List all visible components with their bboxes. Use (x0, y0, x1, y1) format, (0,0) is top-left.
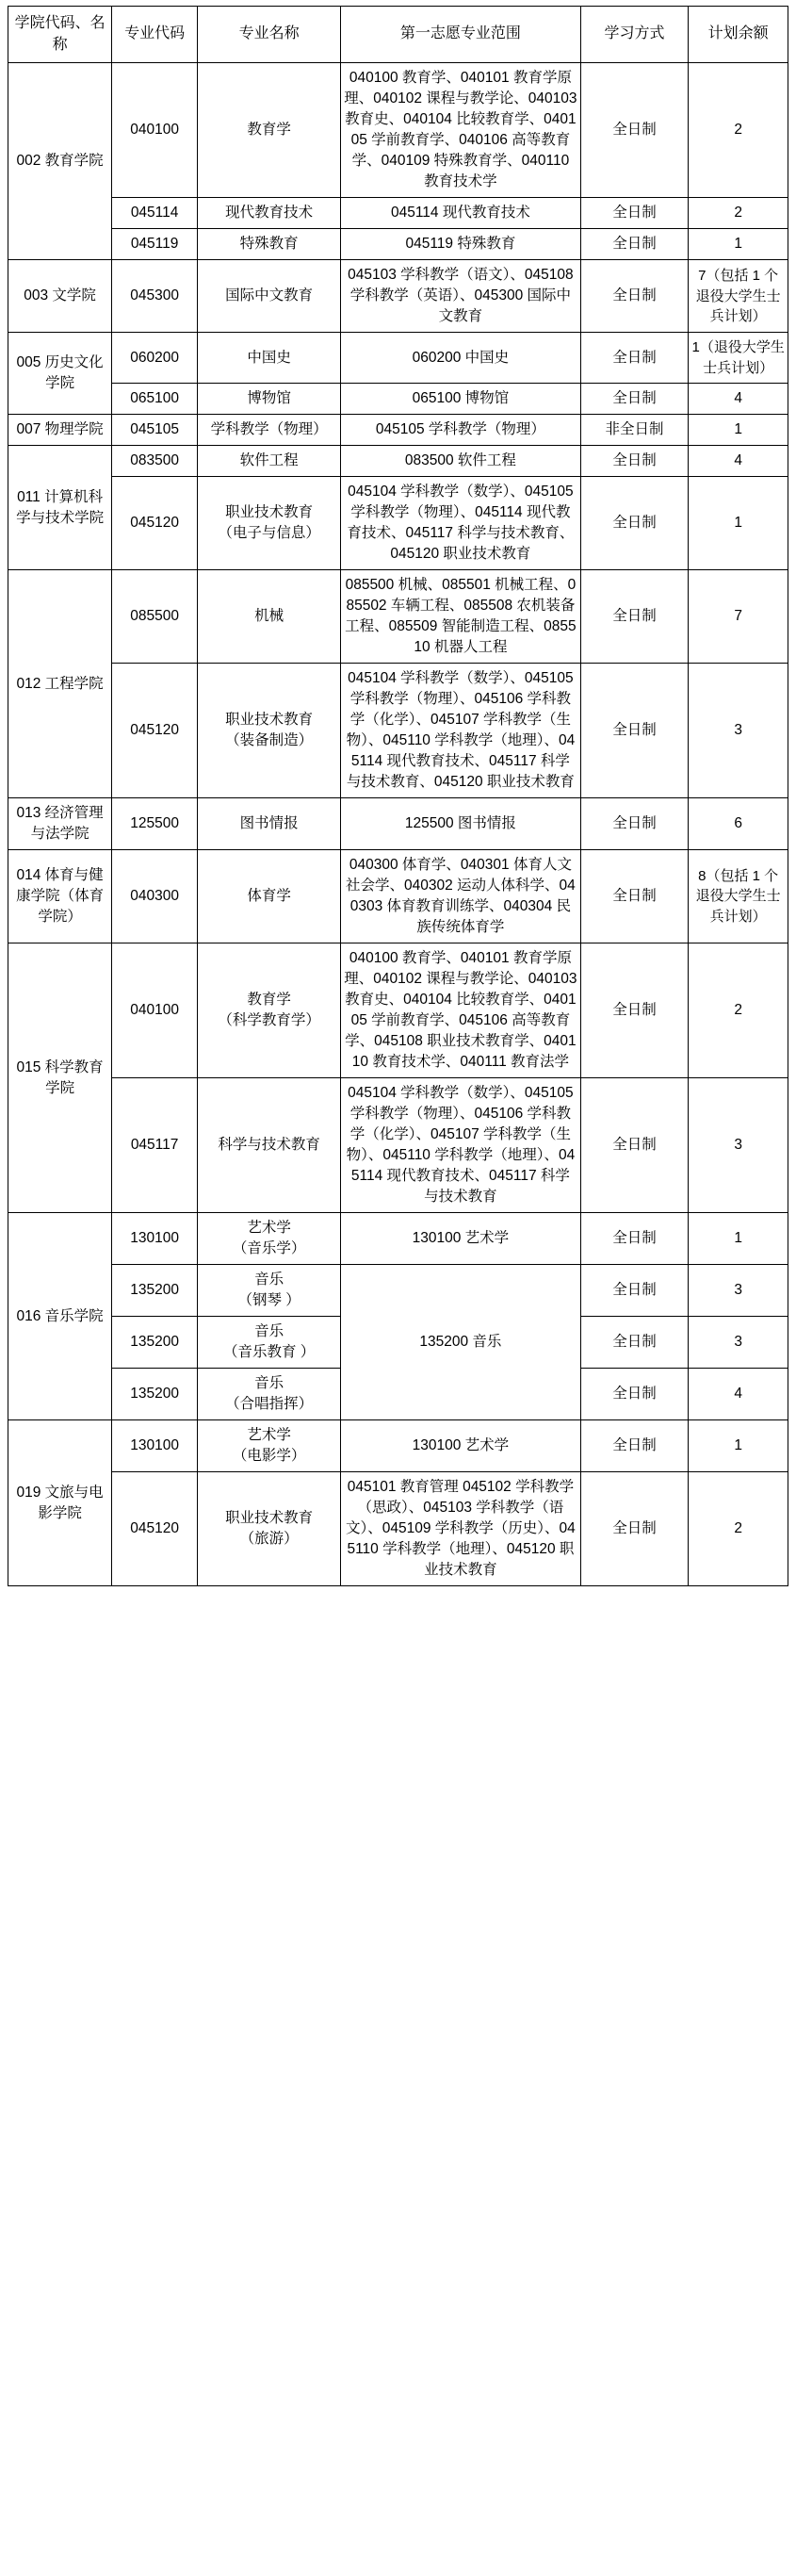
cell-college: 013 经济管理与法学院 (8, 798, 112, 850)
major-name-line-2: （音乐学） (232, 1240, 306, 1257)
cell-major-code: 083500 (112, 446, 198, 477)
cell-major-code: 130100 (112, 1213, 198, 1265)
cell-study-mode: 全日制 (580, 1369, 689, 1420)
cell-major-code: 125500 (112, 798, 198, 850)
cell-study-mode: 全日制 (580, 943, 689, 1078)
table-row (8, 333, 788, 384)
cell-major-code: 065100 (112, 384, 198, 415)
cell-study-mode: 全日制 (580, 477, 689, 570)
cell-remaining-quota: 4 (689, 1369, 788, 1420)
major-name-line-2: （电影学） (232, 1448, 306, 1465)
cell-college: 007 物理学院 (8, 415, 112, 446)
major-name-line-2: （钢琴 ） (237, 1292, 301, 1309)
table-row (8, 63, 788, 198)
cell-first-choice-scope: 045105 学科教学（物理） (341, 415, 580, 446)
cell-major-name (198, 664, 341, 798)
cell-first-choice-scope: 135200 音乐 (341, 1265, 580, 1420)
cell-major-code: 040100 (112, 63, 198, 198)
cell-major-code: 045105 (112, 415, 198, 446)
table-row (8, 850, 788, 943)
table-row (8, 943, 788, 1078)
cell-study-mode: 全日制 (580, 1472, 689, 1586)
cell-remaining-quota: 6 (689, 798, 788, 850)
table-body (8, 63, 788, 1586)
column-header-first-choice-scope: 第一志愿专业范围 (341, 7, 580, 63)
cell-major-code: 060200 (112, 333, 198, 384)
major-name-line-1: 音乐 (254, 1375, 284, 1392)
cell-major-code: 045120 (112, 477, 198, 570)
cell-college: 014 体育与健康学院（体育学院） (8, 850, 112, 943)
cell-major-name: 软件工程 (198, 446, 341, 477)
cell-study-mode: 全日制 (580, 850, 689, 943)
table-header (8, 7, 788, 63)
table-row (8, 1265, 788, 1317)
cell-study-mode: 全日制 (580, 1420, 689, 1472)
cell-college: 012 工程学院 (8, 570, 112, 798)
cell-major-code: 135200 (112, 1317, 198, 1369)
cell-first-choice-scope: 085500 机械、085501 机械工程、085502 车辆工程、085508 农机装备工程、085509 智能制造工程、085510 机器人工程 (341, 570, 580, 664)
cell-remaining-quota: 2 (689, 943, 788, 1078)
column-header-major-code: 专业代码 (112, 7, 198, 63)
major-name-line-2: （旅游） (239, 1531, 299, 1548)
cell-first-choice-scope: 130100 艺术学 (341, 1420, 580, 1472)
cell-major-name (198, 1472, 341, 1586)
cell-major-code: 130100 (112, 1420, 198, 1472)
major-name-line-2: （电子与信息） (218, 525, 320, 542)
table-row (8, 1213, 788, 1265)
cell-major-code: 045117 (112, 1078, 198, 1213)
cell-major-name: 博物馆 (198, 384, 341, 415)
cell-study-mode: 全日制 (580, 229, 689, 260)
major-name-line-1: 音乐 (254, 1272, 284, 1288)
cell-remaining-quota: 1 (689, 415, 788, 446)
cell-major-name (198, 1420, 341, 1472)
cell-major-code: 135200 (112, 1369, 198, 1420)
cell-major-name (198, 477, 341, 570)
cell-first-choice-scope: 045104 学科教学（数学）、045105 学科教学（物理）、045114 现代教育技术、045117 科学与技术教育、045120 职业技术教育 (341, 477, 580, 570)
major-name-line-1: 职业技术教育 (225, 1510, 314, 1527)
cell-first-choice-scope: 130100 艺术学 (341, 1213, 580, 1265)
cell-remaining-quota: 3 (689, 1078, 788, 1213)
cell-major-code: 045120 (112, 1472, 198, 1586)
cell-remaining-quota: 1 (689, 1420, 788, 1472)
column-header-study-mode: 学习方式 (580, 7, 689, 63)
cell-major-code: 045119 (112, 229, 198, 260)
cell-study-mode: 全日制 (580, 198, 689, 229)
major-name-line-1: 教育学 (247, 992, 291, 1009)
table-row (8, 198, 788, 229)
table-row (8, 798, 788, 850)
cell-first-choice-scope: 045103 学科教学（语文）、045108 学科教学（英语）、045300 国际中文教育 (341, 260, 580, 333)
column-header-remaining-quota: 计划余额 (689, 7, 788, 63)
cell-remaining-quota: 2 (689, 63, 788, 198)
major-name-line-2: （合唱指挥） (225, 1396, 314, 1413)
cell-remaining-quota: 3 (689, 664, 788, 798)
cell-remaining-quota: 4 (689, 384, 788, 415)
cell-college: 015 科学教育学院 (8, 943, 112, 1213)
cell-study-mode: 非全日制 (580, 415, 689, 446)
table-row (8, 1078, 788, 1213)
cell-major-code: 045300 (112, 260, 198, 333)
cell-major-name: 图书情报 (198, 798, 341, 850)
cell-major-code: 045114 (112, 198, 198, 229)
cell-college: 002 教育学院 (8, 63, 112, 260)
cell-study-mode: 全日制 (580, 664, 689, 798)
cell-major-name: 机械 (198, 570, 341, 664)
cell-remaining-quota: 8（包括 1 个退役大学生士兵计划） (689, 850, 788, 943)
cell-major-code: 040300 (112, 850, 198, 943)
cell-major-code: 040100 (112, 943, 198, 1078)
table-header-row (8, 7, 788, 63)
cell-first-choice-scope: 083500 软件工程 (341, 446, 580, 477)
cell-remaining-quota: 1（退役大学生士兵计划） (689, 333, 788, 384)
cell-first-choice-scope: 125500 图书情报 (341, 798, 580, 850)
major-name-line-1: 职业技术教育 (225, 712, 314, 729)
cell-remaining-quota: 1 (689, 1213, 788, 1265)
cell-study-mode: 全日制 (580, 384, 689, 415)
cell-major-name (198, 1265, 341, 1317)
major-name-line-1: 职业技术教育 (225, 504, 314, 521)
table-row (8, 570, 788, 664)
cell-remaining-quota: 7（包括 1 个退役大学生士兵计划） (689, 260, 788, 333)
cell-major-name: 现代教育技术 (198, 198, 341, 229)
table-row (8, 384, 788, 415)
cell-remaining-quota: 4 (689, 446, 788, 477)
major-name-line-2: （科学教育学） (218, 1012, 320, 1029)
cell-major-name: 国际中文教育 (198, 260, 341, 333)
cell-study-mode: 全日制 (580, 1078, 689, 1213)
major-name-line-2: （音乐教育 ） (222, 1344, 316, 1361)
table-row (8, 260, 788, 333)
cell-major-name: 中国史 (198, 333, 341, 384)
admissions-table (8, 6, 788, 1586)
cell-first-choice-scope: 045104 学科教学（数学）、045105 学科教学（物理）、045106 学科教学（化学）、045107 学科教学（生物）、045110 学科教学（地理）、045114 现代教育技术、045117 科学与技术教育、045120 职业技术教育 (341, 664, 580, 798)
cell-study-mode: 全日制 (580, 798, 689, 850)
cell-remaining-quota: 3 (689, 1265, 788, 1317)
cell-major-name (198, 1213, 341, 1265)
cell-college: 019 文旅与电影学院 (8, 1420, 112, 1586)
table-row (8, 477, 788, 570)
cell-college: 003 文学院 (8, 260, 112, 333)
cell-first-choice-scope: 045104 学科教学（数学）、045105 学科教学（物理）、045106 学科教学（化学）、045107 学科教学（生物）、045110 学科教学（地理）、045114 现代教育技术、045117 科学与技术教育 (341, 1078, 580, 1213)
cell-first-choice-scope: 040100 教育学、040101 教育学原理、040102 课程与教学论、040103 教育史、040104 比较教育学、040105 学前教育学、045106 高等教育学、045108 职业技术教育学、040110 教育技术学、040111 教育法学 (341, 943, 580, 1078)
cell-remaining-quota: 2 (689, 198, 788, 229)
cell-major-name: 教育学 (198, 63, 341, 198)
cell-study-mode: 全日制 (580, 1265, 689, 1317)
cell-major-name: 科学与技术教育 (198, 1078, 341, 1213)
cell-first-choice-scope: 060200 中国史 (341, 333, 580, 384)
cell-remaining-quota: 1 (689, 477, 788, 570)
cell-study-mode: 全日制 (580, 260, 689, 333)
cell-major-name (198, 1317, 341, 1369)
cell-major-code: 085500 (112, 570, 198, 664)
cell-first-choice-scope: 045101 教育管理 045102 学科教学（思政）、045103 学科教学（语文）、045109 学科教学（历史）、045110 学科教学（地理）、045120 职业技术教育 (341, 1472, 580, 1586)
table-row (8, 1420, 788, 1472)
cell-first-choice-scope: 040100 教育学、040101 教育学原理、040102 课程与教学论、040103 教育史、040104 比较教育学、040105 学前教育学、040106 高等教育学、040109 特殊教育学、040110 教育技术学 (341, 63, 580, 198)
cell-college: 011 计算机科学与技术学院 (8, 446, 112, 570)
cell-remaining-quota: 3 (689, 1317, 788, 1369)
table-row (8, 229, 788, 260)
major-name-line-1: 艺术学 (247, 1220, 291, 1237)
column-header-college: 学院代码、名称 (8, 7, 112, 63)
major-name-line-1: 音乐 (254, 1323, 284, 1340)
cell-major-code: 135200 (112, 1265, 198, 1317)
cell-major-name: 体育学 (198, 850, 341, 943)
cell-major-name: 学科教学（物理） (198, 415, 341, 446)
cell-study-mode: 全日制 (580, 1213, 689, 1265)
document-page (0, 6, 796, 2576)
cell-remaining-quota: 2 (689, 1472, 788, 1586)
cell-first-choice-scope: 065100 博物馆 (341, 384, 580, 415)
column-header-major-name: 专业名称 (198, 7, 341, 63)
cell-first-choice-scope: 045114 现代教育技术 (341, 198, 580, 229)
cell-remaining-quota: 7 (689, 570, 788, 664)
cell-major-name (198, 1369, 341, 1420)
cell-college: 016 音乐学院 (8, 1213, 112, 1420)
cell-study-mode: 全日制 (580, 570, 689, 664)
cell-study-mode: 全日制 (580, 1317, 689, 1369)
major-name-line-2: （装备制造） (225, 732, 314, 749)
table-row (8, 664, 788, 798)
cell-major-code: 045120 (112, 664, 198, 798)
cell-college: 005 历史文化学院 (8, 333, 112, 415)
cell-major-name (198, 943, 341, 1078)
cell-first-choice-scope: 045119 特殊教育 (341, 229, 580, 260)
cell-study-mode: 全日制 (580, 446, 689, 477)
table-row (8, 1472, 788, 1586)
cell-remaining-quota: 1 (689, 229, 788, 260)
major-name-line-1: 艺术学 (247, 1427, 291, 1444)
table-row (8, 446, 788, 477)
table-row (8, 415, 788, 446)
cell-study-mode: 全日制 (580, 63, 689, 198)
cell-study-mode: 全日制 (580, 333, 689, 384)
cell-first-choice-scope: 040300 体育学、040301 体育人文社会学、040302 运动人体科学、040303 体育教育训练学、040304 民族传统体育学 (341, 850, 580, 943)
cell-major-name: 特殊教育 (198, 229, 341, 260)
